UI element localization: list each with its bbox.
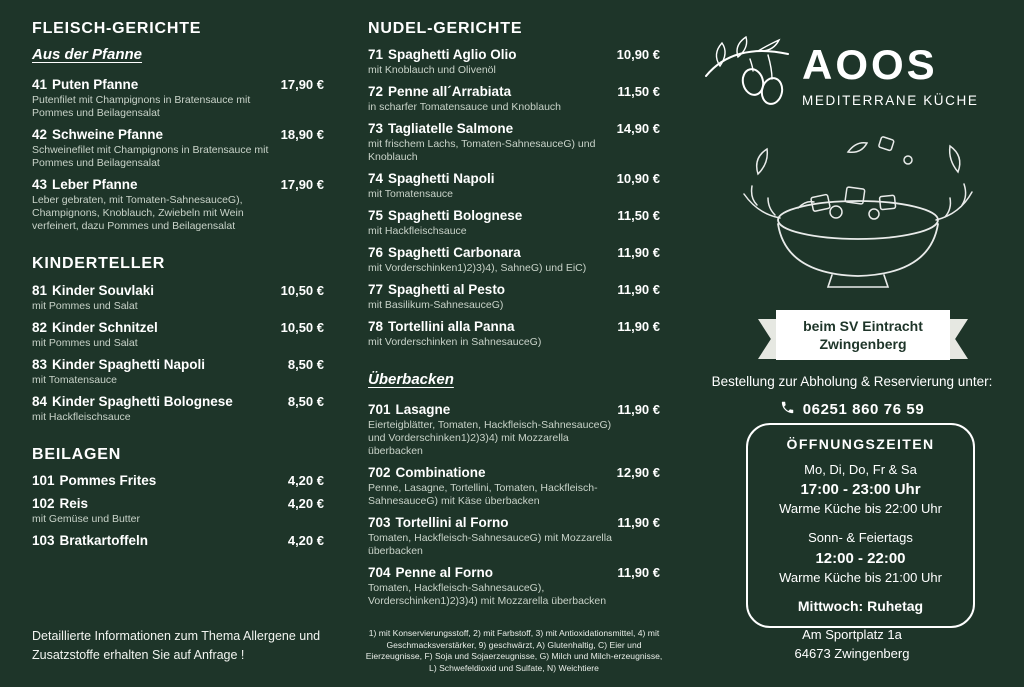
menu-item-name [368, 120, 513, 137]
fleisch-items [32, 76, 324, 233]
menu-item-head [368, 244, 660, 261]
menu-item-head [32, 76, 324, 93]
menu-item-number: 71 [368, 47, 384, 63]
phone-row [690, 400, 1014, 419]
menu-item-name [368, 244, 521, 261]
menu-item [368, 281, 660, 312]
menu-item [32, 356, 324, 387]
menu-item-description: mit Pommes und Salat [32, 299, 138, 312]
menu-item-price: 10,50 € [280, 319, 324, 335]
menu-item-head [368, 46, 660, 63]
menu-item-name [368, 564, 493, 581]
menu-item-price: 14,90 € [616, 121, 660, 137]
phone-number: 06251 860 76 59 [802, 401, 925, 418]
menu-item-description: Tomaten, Hackfleisch-SahnesauceG), Vorderschinken1)2)3)4) mit Mozzarella überbacken [368, 582, 607, 608]
menu-item-title: Spaghetti Aglio Olio [388, 47, 517, 63]
hours-time: 17:00 - 23:00 Uhr [800, 481, 921, 499]
hours-note: Warme Küche bis 22:00 Uhr [779, 501, 942, 517]
menu-item-description: mit Tomatensauce [368, 188, 454, 201]
section-kinderteller [32, 255, 324, 423]
menu-item-description: in scharfer Tomatensauce und Knoblauch [368, 101, 562, 114]
brand-name: AOOS [802, 41, 938, 88]
menu-item-number: 83 [32, 356, 48, 372]
menu-item-title: Reis [59, 496, 89, 512]
menu-item [368, 170, 660, 201]
menu-item-price: 11,90 € [617, 565, 660, 581]
menu-item [32, 319, 324, 350]
address-line-1: Am Sportplatz 1a [802, 627, 902, 642]
olive-branch-icon [700, 36, 792, 115]
hours-block-weekdays [756, 461, 965, 518]
menu-item-title: Pommes Frites [59, 473, 157, 489]
menu-item-description: mit Vorderschinken in SahnesauceG) [368, 336, 542, 349]
menu-item-head [368, 281, 660, 298]
phone-icon [780, 400, 795, 419]
menu-item-head [368, 401, 660, 418]
menu-item-number: 41 [32, 77, 48, 93]
menu-item-price: 11,50 € [617, 84, 660, 100]
menu-item [32, 176, 324, 233]
menu-item-name [368, 83, 511, 100]
menu-item-title: Lasagne [395, 402, 451, 418]
section-title-kinderteller: KINDERTELLER [32, 255, 166, 273]
menu-item-description: mit Pommes und Salat [32, 336, 138, 349]
additives-footnotes: 1) mit Konservierungsstoff, 2) mit Farbstoff, 3) mit Antioxidationsmittel, 4) mit Geschmacksverstärker, 9) geschwärzt, A) Glutenhaltig, C) Eier und Eierzeugnisse, F) Soja und Sojaerzeugnisse, G) Milch und Milch-erzeugnisse, L) Schwefeldioxid und Sulfate, N) Weichtiere [365, 628, 663, 673]
beilagen-items [32, 472, 324, 549]
section-subtitle-ueberbacken: Überbacken [368, 371, 454, 389]
allergen-note: Detaillierte Informationen zum Thema Allergene und Zusatzstoffe erhalten Sie auf Anfrage ! [32, 629, 321, 662]
menu-item [32, 495, 324, 526]
menu-item-description: Schweinefilet mit Champignons in Bratensauce mit Pommes und Beilagensalat [32, 144, 269, 170]
menu-item [368, 564, 660, 608]
menu-item-description: mit Basilikum-SahnesauceG) [368, 299, 504, 312]
brand-tagline: MEDITERRANE KÜCHE [802, 93, 979, 108]
menu-item-price: 8,50 € [287, 356, 324, 372]
menu-item-head [32, 282, 324, 299]
menu-item-description: mit Knoblauch und Olivenöl [368, 64, 496, 77]
menu-item-description: mit frischem Lachs, Tomaten-SahnesauceG) und Knoblauch [368, 138, 596, 164]
menu-item-title: Tortellini al Forno [395, 515, 509, 531]
menu-item-description: Tomaten, Hackfleisch-SahnesauceG) mit Mozzarella überbacken [368, 532, 612, 558]
menu-item-head [368, 207, 660, 224]
menu-item-title: Bratkartoffeln [59, 533, 149, 549]
menu-item-head [32, 472, 324, 489]
column-left [32, 20, 324, 571]
menu-item-name [32, 176, 138, 193]
menu-item [32, 393, 324, 424]
menu-item-head [368, 170, 660, 187]
ribbon-text [776, 310, 950, 360]
menu-item [368, 46, 660, 77]
menu-item [32, 472, 324, 489]
menu-item-price: 17,90 € [280, 177, 324, 193]
hours-days: Mo, Di, Do, Fr & Sa [804, 462, 917, 477]
menu-item-number: 43 [32, 177, 48, 193]
section-title-beilagen: BEILAGEN [32, 445, 122, 463]
menu-item [32, 126, 324, 170]
menu-item-name [368, 318, 515, 335]
order-info-text: Bestellung zur Abholung & Reservierung unter: [711, 374, 993, 389]
menu-item-price: 11,90 € [617, 245, 660, 261]
menu-item-head [32, 495, 324, 512]
section-ueberbacken [368, 371, 660, 608]
menu-item-price: 8,50 € [287, 393, 324, 409]
menu-item-description: mit Gemüse und Butter [32, 513, 140, 526]
menu-item-number: 74 [368, 171, 384, 187]
menu-item-head [368, 464, 660, 481]
menu-item-title: Kinder Schnitzel [52, 319, 158, 335]
menu-item-name [368, 207, 522, 224]
menu-item-number: 84 [32, 393, 48, 409]
menu-item-head [368, 514, 660, 531]
menu-item-number: 101 [32, 473, 55, 489]
menu-item-number: 73 [368, 121, 384, 137]
menu-item-description: Leber gebraten, mit Tomaten-SahnesauceG), Champignons, Knoblauch, Zwiebeln mit Wein verfeinert, dazu Pommes und Beilagensalat [32, 194, 244, 233]
menu-item-name [32, 356, 205, 373]
menu-item-name [368, 401, 450, 418]
section-title-nudel: NUDEL-GERICHTE [368, 20, 523, 37]
menu-item-head [368, 318, 660, 335]
menu-item-description: mit Hackfleischsauce [32, 410, 131, 423]
menu-item-title: Spaghetti Carbonara [388, 245, 521, 261]
hours-block-sunday [756, 529, 965, 586]
ueberbacken-items [368, 401, 660, 608]
hours-days: Sonn- & Feiertags [808, 530, 913, 546]
menu-item-name [368, 464, 486, 481]
menu-item [368, 207, 660, 238]
menu-item-number: 704 [368, 565, 391, 581]
menu-item-name [32, 282, 154, 299]
menu-item-description: mit Hackfleischsauce [368, 225, 467, 238]
menu-item [368, 244, 660, 275]
section-subtitle-aus-der-pfanne: Aus der Pfanne [32, 46, 143, 64]
menu-item [32, 282, 324, 313]
menu-item-number: 102 [32, 496, 55, 512]
menu-item-number: 78 [368, 319, 384, 335]
salad-bowl-illustration [728, 132, 988, 308]
menu-item-price: 10,50 € [280, 282, 324, 298]
menu-item-price: 17,90 € [280, 77, 324, 93]
ribbon-banner [758, 310, 968, 368]
menu-item-name [368, 46, 517, 63]
menu-item-title: Tortellini alla Panna [388, 319, 515, 335]
menu-item-title: Penne all´Arrabiata [388, 84, 512, 100]
menu-item-head [32, 356, 324, 373]
menu-item-description: Eierteigblätter, Tomaten, Hackfleisch-SahnesauceG) und Vorderschinken1)2)3)4) mit Mozzarella überbacken [368, 419, 612, 458]
menu-item-title: Spaghetti Bolognese [388, 208, 523, 224]
ribbon-line-1: beim SV Eintracht [803, 317, 923, 334]
hours-closed-day: Mittwoch: Ruhetag [797, 597, 924, 614]
menu-item-name [32, 472, 156, 489]
menu-item [368, 318, 660, 349]
hours-time: 12:00 - 22:00 [815, 549, 906, 567]
menu-item-title: Kinder Souvlaki [52, 282, 155, 298]
menu-item-head [32, 532, 324, 549]
menu-item-price: 11,90 € [617, 282, 660, 298]
menu-item-number: 72 [368, 84, 384, 100]
menu-item-title: Spaghetti Napoli [388, 171, 495, 187]
menu-item-name [32, 76, 138, 93]
ribbon-line-2: Zwingenberg [819, 336, 907, 352]
menu-item-description: Penne, Lasagne, Tortellini, Tomaten, Hackfleisch-SahnesauceG) mit Käse überbacken [368, 482, 598, 508]
menu-item-title: Kinder Spaghetti Bolognese [52, 393, 233, 409]
menu-item-number: 42 [32, 127, 48, 143]
opening-hours-box [746, 423, 975, 628]
menu-item-title: Leber Pfanne [52, 177, 138, 193]
menu-item-number: 75 [368, 208, 384, 224]
nudel-items [368, 46, 660, 349]
menu-item-price: 11,90 € [617, 402, 660, 418]
menu-item-title: Spaghetti al Pesto [388, 282, 506, 298]
menu-item-name [32, 393, 233, 410]
menu-item [32, 532, 324, 549]
menu-item-number: 76 [368, 245, 384, 261]
menu-item [368, 120, 660, 164]
menu-item-price: 12,90 € [616, 465, 660, 481]
section-fleisch-gerichte [32, 20, 324, 233]
menu-item-title: Penne al Forno [395, 565, 494, 581]
menu-item-number: 82 [32, 319, 48, 335]
menu-item-name [32, 126, 163, 143]
menu-item-price: 10,90 € [616, 47, 660, 63]
menu-item-price: 11,90 € [617, 319, 660, 335]
menu-item-number: 701 [368, 402, 391, 418]
menu-item-number: 703 [368, 515, 391, 531]
menu-item-price: 4,20 € [287, 473, 324, 489]
menu-item-head [32, 393, 324, 410]
menu-item-head [368, 83, 660, 100]
menu-item-price: 11,50 € [617, 208, 660, 224]
menu-item-title: Kinder Spaghetti Napoli [52, 356, 206, 372]
menu-item [32, 76, 324, 120]
menu-item-price: 11,90 € [617, 515, 660, 531]
menu-item-description: mit Vorderschinken1)2)3)4), SahneG) und EiC) [368, 262, 587, 275]
menu-item-price: 10,90 € [616, 171, 660, 187]
menu-item-title: Tagliatelle Salmone [388, 121, 514, 137]
menu-item-description: Putenfilet mit Champignons in Bratensauce mit Pommes und Beilagensalat [32, 94, 251, 120]
menu-item [368, 401, 660, 458]
menu-item [368, 83, 660, 114]
kinderteller-items [32, 282, 324, 424]
menu-item [368, 514, 660, 558]
section-nudel-gerichte [368, 20, 660, 349]
address-block [690, 626, 1014, 664]
menu-item-number: 702 [368, 465, 391, 481]
menu-item-number: 81 [32, 282, 48, 298]
menu-item [368, 464, 660, 508]
menu-item-number: 103 [32, 533, 55, 549]
address-line-2: 64673 Zwingenberg [794, 645, 910, 661]
brand-block [700, 36, 1010, 115]
opening-hours-title: ÖFFNUNGSZEITEN [786, 436, 935, 452]
menu-item-price: 4,20 € [287, 496, 324, 512]
menu-item-name [32, 495, 88, 512]
hours-note: Warme Küche bis 21:00 Uhr [779, 569, 942, 585]
section-beilagen [32, 446, 324, 549]
menu-item-name [32, 532, 148, 549]
menu-item-head [368, 564, 660, 581]
menu-item-head [32, 319, 324, 336]
menu-item-price: 4,20 € [287, 533, 324, 549]
menu-item-head [32, 176, 324, 193]
menu-item-name [32, 319, 158, 336]
menu-item-title: Schweine Pfanne [52, 127, 164, 143]
menu-item-title: Combinatione [395, 465, 486, 481]
section-title-fleisch: FLEISCH-GERICHTE [32, 20, 202, 37]
menu-item-name [368, 170, 495, 187]
menu-item-number: 77 [368, 282, 384, 298]
menu-item-description: mit Tomatensauce [32, 373, 118, 386]
brand-text [802, 36, 978, 108]
menu-item-head [32, 126, 324, 143]
menu-item-name [368, 281, 505, 298]
menu-item-price: 18,90 € [280, 127, 324, 143]
menu-item-name [368, 514, 509, 531]
column-middle [368, 20, 660, 630]
menu-item-title: Puten Pfanne [52, 77, 139, 93]
menu-item-head [368, 120, 660, 137]
